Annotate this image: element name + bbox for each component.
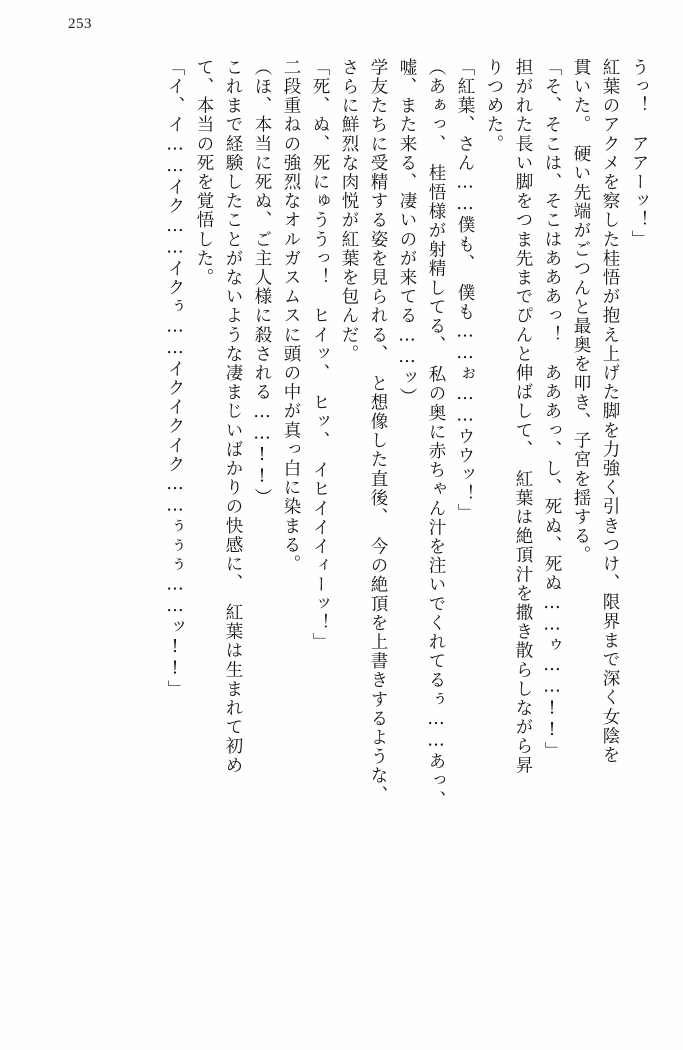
text-line: 紅葉のアクメを察した桂悟が抱え上げた脚を力強く引きつけ、限界まで深く女陰を — [600, 58, 620, 765]
text-line: うっ！ アアーッ！」 — [629, 58, 649, 249]
text-line: 担がれた長い脚をつま先までぴんと伸ばして、 紅葉は絶頂汁を撒き散らしながら昇 — [513, 58, 533, 776]
text-line: これまで経験したことがないような凄まじいばかりの快感に、 紅葉は生まれて初め — [223, 58, 243, 776]
text-line: 「イ、イ……イク……イクぅ……イクイクイク……ぅぅぅ……ッ!!」 — [165, 58, 185, 700]
text-line: さらに鮮烈な肉悦が紅葉を包んだ。 — [339, 58, 359, 364]
text-line: 二段重ねの強烈なオルガスムスに頭の中が真っ白に染まる。 — [281, 58, 301, 574]
text-line: 貫いた。 硬い先端がごつんと最奥を叩き、子宮を揺する。 — [571, 58, 591, 565]
page-number: 253 — [68, 16, 92, 32]
text-line: りつめた。 — [484, 58, 504, 154]
text-line: （ほ、本当に死ぬ、ご主人様に殺される……!!） — [252, 58, 272, 508]
vertical-text-body — [36, 58, 647, 1010]
text-line: 学友たちに受精する姿を見られる、 と想像した直後、 今の絶頂を上書きするような、 — [368, 58, 388, 805]
text-line: て、本当の死を覚悟した。 — [194, 58, 214, 288]
text-line: 「そ、そこは、そこはあああっ！ あああっ、し、死ぬ、死ぬ……ゥ……!!」 — [542, 58, 562, 761]
text-line: （あぁっ、 桂悟様が射精してる、 私の奥に赤ちゃん汁を注いでくれてるぅ……あっ、 — [426, 58, 446, 810]
text-line: 嘘、また来る、凄いのが来てる……ッ） — [397, 58, 417, 407]
text-line: 「死、ぬ、死にゅううっ！ ヒイッ、 ヒッ、 イヒイイイィーッ！」 — [310, 58, 330, 652]
text-line: 「紅葉、さん……僕も、 僕も……ぉ……ウウッ！」 — [455, 58, 475, 523]
